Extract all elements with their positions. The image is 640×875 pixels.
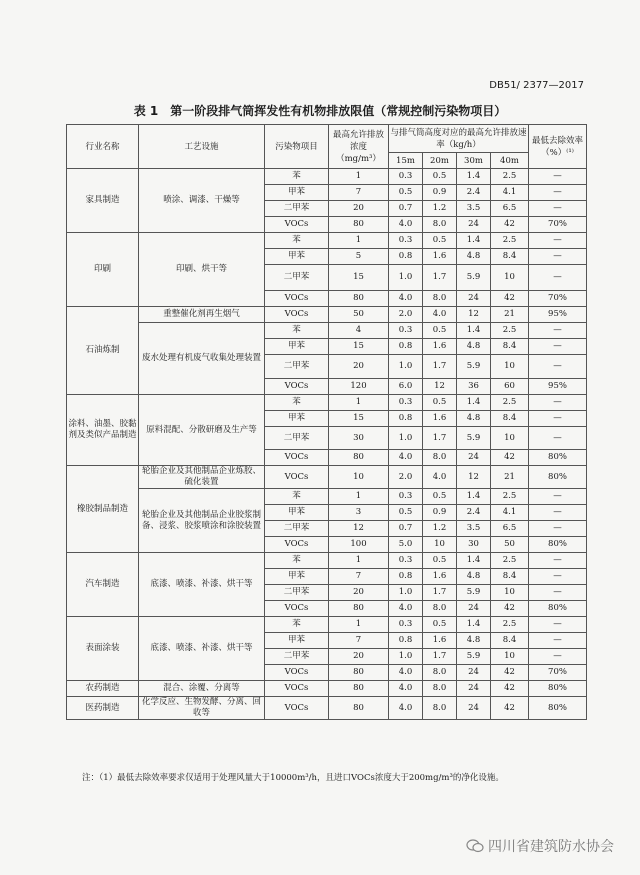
removal-efficiency-cell: — (529, 427, 587, 450)
table-row (67, 681, 587, 697)
rate-20m-cell: 0.5 (423, 169, 457, 185)
removal-efficiency-cell: — (529, 265, 587, 291)
table-row (67, 233, 587, 249)
concentration-cell: 80 (329, 450, 389, 466)
industry-cell: 涂料、油墨、胶黏剂及类似产品制造 (67, 395, 139, 466)
rate-30m-cell: 4.8 (457, 339, 491, 355)
rate-20m-cell: 0.5 (423, 323, 457, 339)
rate-15m-cell: 6.0 (389, 379, 423, 395)
removal-efficiency-cell: — (529, 249, 587, 265)
rate-30m-cell: 2.4 (457, 505, 491, 521)
rate-40m-cell: 4.1 (491, 185, 529, 201)
pollutant-cell: 苯 (265, 169, 329, 185)
rate-20m-cell: 0.5 (423, 617, 457, 633)
removal-efficiency-cell: — (529, 633, 587, 649)
table-row (67, 617, 587, 633)
rate-30m-cell: 1.4 (457, 233, 491, 249)
rate-15m-cell: 1.0 (389, 649, 423, 665)
rate-40m-cell: 42 (491, 450, 529, 466)
industry-cell: 汽车制造 (67, 553, 139, 617)
rate-15m-cell: 2.0 (389, 466, 423, 489)
rate-15m-cell: 0.3 (389, 323, 423, 339)
rate-30m-cell: 24 (457, 601, 491, 617)
rate-30m-cell: 1.4 (457, 553, 491, 569)
rate-15m-cell: 0.7 (389, 201, 423, 217)
removal-efficiency-cell: 80% (529, 466, 587, 489)
industry-cell: 家具制造 (67, 169, 139, 233)
pollutant-cell: 二甲苯 (265, 265, 329, 291)
removal-efficiency-cell: — (529, 169, 587, 185)
removal-efficiency-cell: — (529, 201, 587, 217)
pollutant-cell: VOCs (265, 665, 329, 681)
rate-40m-cell: 42 (491, 601, 529, 617)
header-height-20m: 20m (423, 153, 457, 169)
rate-20m-cell: 1.6 (423, 339, 457, 355)
concentration-cell: 80 (329, 681, 389, 697)
table-row (67, 489, 587, 505)
rate-40m-cell: 8.4 (491, 633, 529, 649)
rate-30m-cell: 24 (457, 681, 491, 697)
concentration-cell: 1 (329, 553, 389, 569)
wechat-icon (466, 839, 484, 853)
rate-15m-cell: 0.3 (389, 489, 423, 505)
rate-40m-cell: 42 (491, 217, 529, 233)
concentration-cell: 80 (329, 601, 389, 617)
pollutant-cell: 二甲苯 (265, 201, 329, 217)
rate-30m-cell: 1.4 (457, 323, 491, 339)
rate-20m-cell: 8.0 (423, 665, 457, 681)
concentration-cell: 12 (329, 521, 389, 537)
rate-40m-cell: 42 (491, 291, 529, 307)
rate-40m-cell: 21 (491, 307, 529, 323)
rate-15m-cell: 0.3 (389, 233, 423, 249)
rate-40m-cell: 2.5 (491, 395, 529, 411)
header-height-40m: 40m (491, 153, 529, 169)
removal-efficiency-cell: — (529, 395, 587, 411)
pollutant-cell: VOCs (265, 601, 329, 617)
concentration-cell: 15 (329, 411, 389, 427)
concentration-cell: 7 (329, 633, 389, 649)
rate-20m-cell: 1.7 (423, 585, 457, 601)
rate-20m-cell: 1.6 (423, 249, 457, 265)
pollutant-cell: 二甲苯 (265, 585, 329, 601)
rate-15m-cell: 4.0 (389, 217, 423, 233)
removal-efficiency-cell: — (529, 323, 587, 339)
concentration-cell: 50 (329, 307, 389, 323)
table-row (67, 553, 587, 569)
rate-20m-cell: 1.7 (423, 265, 457, 291)
rate-30m-cell: 5.9 (457, 585, 491, 601)
rate-30m-cell: 5.9 (457, 355, 491, 379)
removal-efficiency-cell: 80% (529, 601, 587, 617)
rate-20m-cell: 1.2 (423, 201, 457, 217)
rate-15m-cell: 1.0 (389, 355, 423, 379)
removal-efficiency-cell: — (529, 233, 587, 249)
table-title: 表 1 第一阶段排气筒挥发性有机物排放限值（常规控制污染物项目） (133, 104, 507, 118)
rate-15m-cell: 0.3 (389, 553, 423, 569)
process-cell: 印刷、烘干等 (139, 233, 265, 307)
removal-efficiency-cell: 80% (529, 537, 587, 553)
rate-30m-cell: 24 (457, 697, 491, 720)
pollutant-cell: 二甲苯 (265, 649, 329, 665)
rate-15m-cell: 4.0 (389, 291, 423, 307)
concentration-cell: 20 (329, 355, 389, 379)
rate-40m-cell: 10 (491, 265, 529, 291)
concentration-cell: 4 (329, 323, 389, 339)
rate-15m-cell: 4.0 (389, 681, 423, 697)
table-row (67, 466, 587, 489)
rate-20m-cell: 4.0 (423, 307, 457, 323)
header-industry: 行业名称 (67, 125, 139, 169)
pollutant-cell: 二甲苯 (265, 355, 329, 379)
process-cell: 原料混配、分散研磨及生产等 (139, 395, 265, 466)
rate-20m-cell: 4.0 (423, 466, 457, 489)
rate-30m-cell: 24 (457, 450, 491, 466)
rate-40m-cell: 10 (491, 649, 529, 665)
rate-20m-cell: 1.6 (423, 411, 457, 427)
rate-15m-cell: 4.0 (389, 450, 423, 466)
process-cell: 底漆、喷漆、补漆、烘干等 (139, 617, 265, 681)
concentration-cell: 20 (329, 585, 389, 601)
rate-30m-cell: 24 (457, 217, 491, 233)
rate-20m-cell: 10 (423, 537, 457, 553)
pollutant-cell: 甲苯 (265, 249, 329, 265)
pollutant-cell: VOCs (265, 217, 329, 233)
rate-30m-cell: 24 (457, 291, 491, 307)
pollutant-cell: 甲苯 (265, 633, 329, 649)
removal-efficiency-cell: — (529, 411, 587, 427)
rate-40m-cell: 10 (491, 355, 529, 379)
rate-30m-cell: 24 (457, 665, 491, 681)
pollutant-cell: 二甲苯 (265, 521, 329, 537)
rate-40m-cell: 42 (491, 697, 529, 720)
rate-15m-cell: 0.8 (389, 411, 423, 427)
table-body (67, 169, 587, 720)
concentration-cell: 3 (329, 505, 389, 521)
rate-30m-cell: 2.4 (457, 185, 491, 201)
rate-30m-cell: 36 (457, 379, 491, 395)
header-removal-efficiency: 最低去除效率（%）⁽¹⁾ (529, 125, 587, 169)
table-row (67, 307, 587, 323)
industry-cell: 橡胶制品制造 (67, 466, 139, 553)
removal-efficiency-cell: 80% (529, 697, 587, 720)
concentration-cell: 7 (329, 185, 389, 201)
rate-20m-cell: 8.0 (423, 217, 457, 233)
concentration-cell: 1 (329, 233, 389, 249)
rate-40m-cell: 2.5 (491, 233, 529, 249)
rate-30m-cell: 5.9 (457, 265, 491, 291)
industry-cell: 农药制造 (67, 681, 139, 697)
pollutant-cell: 甲苯 (265, 185, 329, 201)
concentration-cell: 1 (329, 169, 389, 185)
concentration-cell: 20 (329, 649, 389, 665)
rate-30m-cell: 1.4 (457, 489, 491, 505)
removal-efficiency-cell: — (529, 355, 587, 379)
pollutant-cell: 苯 (265, 395, 329, 411)
removal-efficiency-cell: 70% (529, 291, 587, 307)
pollutant-cell: 苯 (265, 553, 329, 569)
rate-20m-cell: 1.6 (423, 633, 457, 649)
rate-15m-cell: 1.0 (389, 585, 423, 601)
table-row (67, 697, 587, 720)
rate-20m-cell: 1.2 (423, 521, 457, 537)
rate-20m-cell: 0.5 (423, 395, 457, 411)
rate-15m-cell: 1.0 (389, 427, 423, 450)
removal-efficiency-cell: — (529, 569, 587, 585)
concentration-cell: 80 (329, 665, 389, 681)
rate-20m-cell: 0.9 (423, 185, 457, 201)
pollutant-cell: 甲苯 (265, 569, 329, 585)
industry-cell: 医药制造 (67, 697, 139, 720)
concentration-cell: 80 (329, 217, 389, 233)
removal-efficiency-cell: — (529, 521, 587, 537)
rate-15m-cell: 2.0 (389, 307, 423, 323)
industry-cell: 表面涂装 (67, 617, 139, 681)
rate-40m-cell: 8.4 (491, 569, 529, 585)
table-footnote: 注：（1）最低去除效率要求仅适用于处理风量大于10000m³/h，且进口VOCs浓度大于200mg/m³的净化设施。 (82, 773, 504, 783)
pollutant-cell: 苯 (265, 233, 329, 249)
concentration-cell: 20 (329, 201, 389, 217)
rate-30m-cell: 12 (457, 307, 491, 323)
rate-40m-cell: 2.5 (491, 617, 529, 633)
rate-30m-cell: 1.4 (457, 169, 491, 185)
removal-efficiency-cell: — (529, 553, 587, 569)
concentration-cell: 5 (329, 249, 389, 265)
rate-40m-cell: 8.4 (491, 339, 529, 355)
rate-20m-cell: 8.0 (423, 291, 457, 307)
removal-efficiency-cell: — (529, 489, 587, 505)
concentration-cell: 1 (329, 489, 389, 505)
rate-15m-cell: 0.8 (389, 249, 423, 265)
removal-efficiency-cell: — (529, 505, 587, 521)
table-row (67, 323, 587, 339)
rate-30m-cell: 12 (457, 466, 491, 489)
rate-15m-cell: 0.8 (389, 633, 423, 649)
pollutant-cell: 苯 (265, 323, 329, 339)
rate-15m-cell: 0.5 (389, 185, 423, 201)
watermark-text: 四川省建筑防水协会 (488, 839, 614, 855)
rate-20m-cell: 12 (423, 379, 457, 395)
rate-40m-cell: 4.1 (491, 505, 529, 521)
rate-30m-cell: 4.8 (457, 249, 491, 265)
rate-15m-cell: 0.7 (389, 521, 423, 537)
industry-cell: 石油炼制 (67, 307, 139, 395)
process-cell: 底漆、喷漆、补漆、烘干等 (139, 553, 265, 617)
rate-40m-cell: 2.5 (491, 323, 529, 339)
rate-20m-cell: 8.0 (423, 681, 457, 697)
rate-40m-cell: 2.5 (491, 553, 529, 569)
removal-efficiency-cell: — (529, 649, 587, 665)
concentration-cell: 1 (329, 617, 389, 633)
rate-20m-cell: 8.0 (423, 450, 457, 466)
process-cell: 喷涂、调漆、干燥等 (139, 169, 265, 233)
header-process: 工艺设施 (139, 125, 265, 169)
concentration-cell: 15 (329, 339, 389, 355)
rate-15m-cell: 0.3 (389, 395, 423, 411)
rate-40m-cell: 6.5 (491, 201, 529, 217)
removal-efficiency-cell: — (529, 339, 587, 355)
rate-40m-cell: 2.5 (491, 169, 529, 185)
process-cell: 重整催化剂再生烟气 (139, 307, 265, 323)
process-cell: 轮胎企业及其他制品企业炼胶、硫化装置 (139, 466, 265, 489)
pollutant-cell: VOCs (265, 537, 329, 553)
pollutant-cell: VOCs (265, 291, 329, 307)
rate-20m-cell: 1.7 (423, 355, 457, 379)
emission-limits-table (66, 124, 587, 720)
rate-30m-cell: 4.8 (457, 633, 491, 649)
rate-40m-cell: 2.5 (491, 489, 529, 505)
header-height-15m: 15m (389, 153, 423, 169)
process-cell: 废水处理有机废气收集处理装置 (139, 323, 265, 395)
header-height-30m: 30m (457, 153, 491, 169)
process-cell: 轮胎企业及其他制品企业胶浆制备、浸浆、胶浆喷涂和涂胶装置 (139, 489, 265, 553)
concentration-cell: 120 (329, 379, 389, 395)
concentration-cell: 10 (329, 466, 389, 489)
rate-20m-cell: 1.7 (423, 649, 457, 665)
pollutant-cell: VOCs (265, 466, 329, 489)
rate-30m-cell: 5.9 (457, 427, 491, 450)
rate-40m-cell: 10 (491, 427, 529, 450)
pollutant-cell: 苯 (265, 489, 329, 505)
rate-40m-cell: 50 (491, 537, 529, 553)
pollutant-cell: VOCs (265, 379, 329, 395)
rate-30m-cell: 4.8 (457, 569, 491, 585)
rate-20m-cell: 1.6 (423, 569, 457, 585)
rate-40m-cell: 60 (491, 379, 529, 395)
rate-20m-cell: 0.5 (423, 489, 457, 505)
removal-efficiency-cell: 95% (529, 379, 587, 395)
rate-40m-cell: 8.4 (491, 249, 529, 265)
rate-15m-cell: 0.8 (389, 339, 423, 355)
document-number: DB51/ 2377—2017 (489, 80, 584, 91)
watermark (466, 836, 614, 856)
rate-30m-cell: 3.5 (457, 521, 491, 537)
rate-15m-cell: 4.0 (389, 601, 423, 617)
removal-efficiency-cell: — (529, 185, 587, 201)
pollutant-cell: 苯 (265, 617, 329, 633)
removal-efficiency-cell: 80% (529, 450, 587, 466)
pollutant-cell: VOCs (265, 697, 329, 720)
rate-15m-cell: 1.0 (389, 265, 423, 291)
pollutant-cell: 甲苯 (265, 339, 329, 355)
rate-30m-cell: 4.8 (457, 411, 491, 427)
rate-30m-cell: 5.9 (457, 649, 491, 665)
pollutant-cell: 甲苯 (265, 505, 329, 521)
rate-40m-cell: 10 (491, 585, 529, 601)
concentration-cell: 80 (329, 697, 389, 720)
concentration-cell: 7 (329, 569, 389, 585)
removal-efficiency-cell: — (529, 617, 587, 633)
rate-15m-cell: 4.0 (389, 665, 423, 681)
rate-15m-cell: 5.0 (389, 537, 423, 553)
concentration-cell: 100 (329, 537, 389, 553)
rate-30m-cell: 1.4 (457, 617, 491, 633)
concentration-cell: 30 (329, 427, 389, 450)
concentration-cell: 15 (329, 265, 389, 291)
rate-20m-cell: 8.0 (423, 697, 457, 720)
removal-efficiency-cell: 80% (529, 681, 587, 697)
rate-40m-cell: 42 (491, 681, 529, 697)
removal-efficiency-cell: 70% (529, 665, 587, 681)
pollutant-cell: 甲苯 (265, 411, 329, 427)
pollutant-cell: VOCs (265, 307, 329, 323)
process-cell: 化学反应、生物发酵、分离、回收等 (139, 697, 265, 720)
removal-efficiency-cell: 70% (529, 217, 587, 233)
header-concentration: 最高允许排放浓度（mg/m³） (329, 125, 389, 169)
table-row (67, 169, 587, 185)
removal-efficiency-cell: — (529, 585, 587, 601)
rate-15m-cell: 0.3 (389, 617, 423, 633)
rate-20m-cell: 8.0 (423, 601, 457, 617)
pollutant-cell: VOCs (265, 450, 329, 466)
rate-40m-cell: 6.5 (491, 521, 529, 537)
rate-15m-cell: 0.5 (389, 505, 423, 521)
rate-30m-cell: 1.4 (457, 395, 491, 411)
rate-15m-cell: 0.8 (389, 569, 423, 585)
rate-20m-cell: 0.9 (423, 505, 457, 521)
rate-15m-cell: 4.0 (389, 697, 423, 720)
industry-cell: 印刷 (67, 233, 139, 307)
rate-20m-cell: 0.5 (423, 233, 457, 249)
table-row (67, 395, 587, 411)
rate-30m-cell: 3.5 (457, 201, 491, 217)
rate-40m-cell: 42 (491, 665, 529, 681)
removal-efficiency-cell: 95% (529, 307, 587, 323)
concentration-cell: 80 (329, 291, 389, 307)
rate-15m-cell: 0.3 (389, 169, 423, 185)
rate-20m-cell: 0.5 (423, 553, 457, 569)
pollutant-cell: VOCs (265, 681, 329, 697)
rate-20m-cell: 1.7 (423, 427, 457, 450)
rate-40m-cell: 8.4 (491, 411, 529, 427)
process-cell: 混合、涂覆、分离等 (139, 681, 265, 697)
header-pollutant: 污染物项目 (265, 125, 329, 169)
concentration-cell: 1 (329, 395, 389, 411)
pollutant-cell: 二甲苯 (265, 427, 329, 450)
header-emission-rate: 与排气筒高度对应的最高允许排放速率（kg/h） (389, 125, 529, 153)
rate-40m-cell: 21 (491, 466, 529, 489)
rate-30m-cell: 30 (457, 537, 491, 553)
